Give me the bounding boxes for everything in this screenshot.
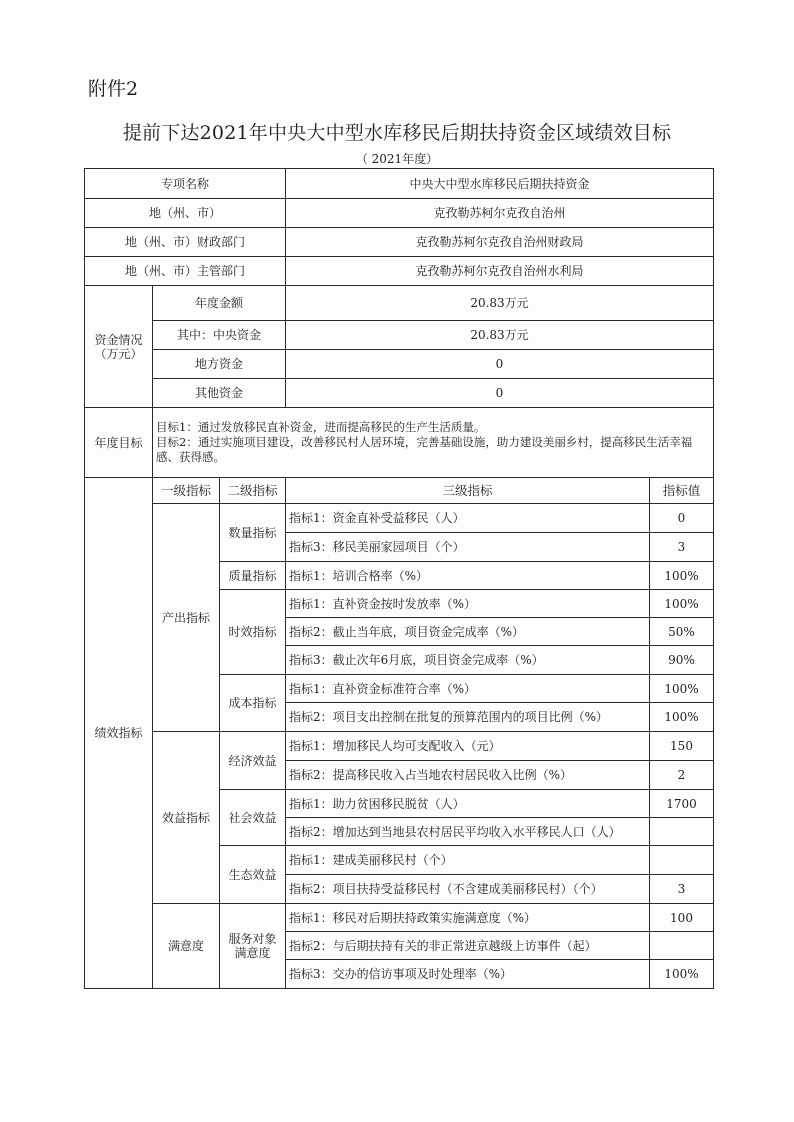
indicator-value: [650, 818, 714, 846]
indicator-name: 指标1：助力贫困移民脱贫（人）: [286, 790, 650, 818]
funds-row-value: 0: [286, 379, 714, 408]
indicator-value: 0: [650, 504, 714, 533]
indicator-value: 100%: [650, 703, 714, 732]
indicator-value: 2: [650, 761, 714, 790]
funds-row-value: 0: [286, 350, 714, 379]
funds-label: [85, 286, 153, 408]
item-name-value: 中央大中型水库移民后期扶持资金: [286, 169, 714, 199]
attachment-label: 附件2: [88, 78, 139, 100]
indicator-value: [650, 846, 714, 875]
indicator-name: 指标3：移民美丽家园项目（个）: [286, 533, 650, 562]
timeliness-indicator-label: 时效指标: [220, 590, 286, 675]
social-benefit-label: 社会效益: [220, 790, 286, 846]
indicator-name: 指标1：增加移民人均可支配收入（元）: [286, 732, 650, 761]
indicator-name: 指标1：建成美丽移民村（个）: [286, 846, 650, 875]
benefit-indicator-label: 效益指标: [153, 732, 220, 904]
indicator-name: 指标1：直补资金按时发放率（%）: [286, 590, 650, 618]
indicator-value: [650, 932, 714, 960]
funds-row-label: 其中：中央资金: [153, 321, 286, 350]
funds-row-value: 20.83万元: [286, 286, 714, 321]
indicator-value: 100%: [650, 675, 714, 703]
funds-row-label: 年度金额: [153, 286, 286, 321]
header-level2: 二级指标: [220, 478, 286, 504]
indicator-value: 100%: [650, 562, 714, 590]
funds-row-label: 其他资金: [153, 379, 286, 408]
output-indicator-label: 产出指标: [153, 504, 220, 732]
indicator-name: 指标2：项目扶持受益移民村（不含建成美丽移民村）（个）: [286, 875, 650, 904]
indicator-value: 1700: [650, 790, 714, 818]
indicator-name: 指标2：提高移民收入占当地农村居民收入比例（%）: [286, 761, 650, 790]
annual-goal-label: 年度目标: [85, 408, 153, 478]
indicator-name: 指标2：与后期扶持有关的非正常进京越级上访事件（起）: [286, 932, 650, 960]
finance-dept-label: 地（州、市）财政部门: [85, 228, 286, 257]
satisfaction-indicator-label: 满意度: [153, 904, 220, 989]
cost-indicator-label: 成本指标: [220, 675, 286, 732]
indicator-value: 100%: [650, 590, 714, 618]
finance-dept-value: 克孜勒苏柯尔克孜自治州财政局: [286, 228, 714, 257]
indicator-value: 3: [650, 875, 714, 904]
funds-label-line1: 资金情况: [94, 332, 143, 347]
service-label-line2: 满意度: [234, 946, 271, 960]
performance-target-table: [84, 168, 714, 989]
indicator-name: 指标1：移民对后期扶持政策实施满意度（%）: [286, 904, 650, 932]
economic-benefit-label: 经济效益: [220, 732, 286, 790]
header-value: 指标值: [650, 478, 714, 504]
authority-dept-label: 地（州、市）主管部门: [85, 257, 286, 286]
indicator-value: 90%: [650, 646, 714, 675]
indicator-value: 3: [650, 533, 714, 562]
goal-line-1: 目标1：通过发放移民直补资金，进而提高移民的生产生活质量。: [156, 420, 486, 434]
quality-indicator-label: 质量指标: [220, 562, 286, 590]
indicator-name: 指标1：资金直补受益移民（人）: [286, 504, 650, 533]
service-satisfaction-label: [220, 904, 286, 989]
annual-goal-text: [153, 408, 714, 478]
indicator-name: 指标2：项目支出控制在批复的预算范围内的项目比例（%）: [286, 703, 650, 732]
goal-line-2: 目标2：通过实施项目建设，改善移民村人居环境，完善基础设施，助力建设美丽乡村，提高移民生活幸福感、获得感。: [156, 435, 693, 464]
service-label-line1: 服务对象: [228, 932, 277, 946]
perf-label: 绩效指标: [85, 478, 153, 989]
quantity-indicator-label: 数量指标: [220, 504, 286, 562]
item-name-label: 专项名称: [85, 169, 286, 199]
indicator-value: 100%: [650, 960, 714, 989]
indicator-value: 100: [650, 904, 714, 932]
funds-label-line2: （万元）: [94, 346, 143, 361]
authority-dept-value: 克孜勒苏柯尔克孜自治州水利局: [286, 257, 714, 286]
indicator-value: 50%: [650, 618, 714, 646]
indicator-name: 指标1：直补资金标准符合率（%）: [286, 675, 650, 703]
funds-row-value: 20.83万元: [286, 321, 714, 350]
indicator-name: 指标3：交办的信访事项及时处理率（%）: [286, 960, 650, 989]
region-value: 克孜勒苏柯尔克孜自治州: [286, 199, 714, 228]
indicator-name: 指标3：截止次年6月底，项目资金完成率（%）: [286, 646, 650, 675]
header-level1: 一级指标: [153, 478, 220, 504]
document-subtitle: （ 2021年度）: [355, 152, 439, 166]
indicator-name: 指标2：截止当年底，项目资金完成率（%）: [286, 618, 650, 646]
indicator-name: 指标1：培训合格率（%）: [286, 562, 650, 590]
ecological-benefit-label: 生态效益: [220, 846, 286, 904]
header-level3: 三级指标: [286, 478, 650, 504]
indicator-name: 指标2：增加达到当地县农村居民平均收入水平移民人口（人）: [286, 818, 650, 846]
funds-row-label: 地方资金: [153, 350, 286, 379]
region-label: 地（州、市）: [85, 199, 286, 228]
indicator-value: 150: [650, 732, 714, 761]
document-title: 提前下达2021年中央大中型水库移民后期扶持资金区域绩效目标: [122, 122, 672, 144]
